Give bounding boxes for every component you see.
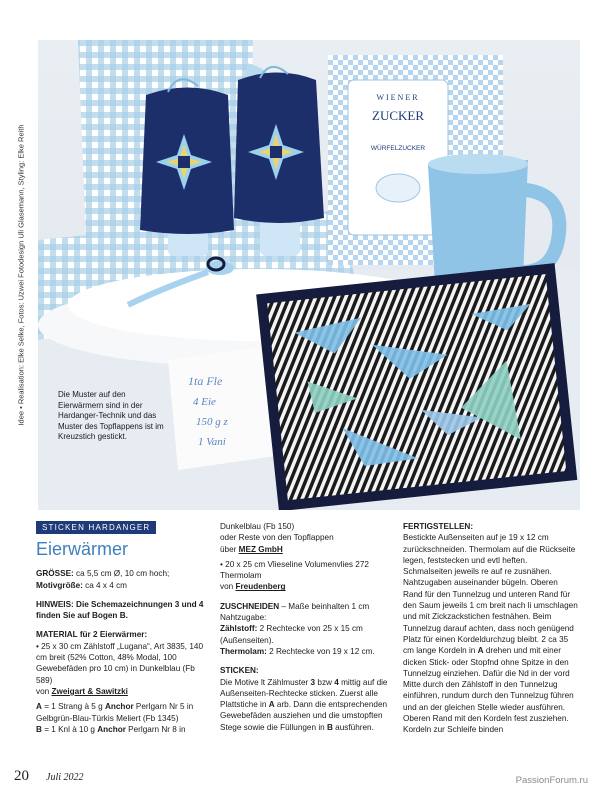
finishing-heading: FERTIGSTELLEN:: [403, 522, 474, 531]
yarn-b-source: über MEZ GmbH: [220, 544, 283, 554]
yarn-b-alternative: oder Reste von den Topflappen: [220, 533, 334, 543]
motif-size-paragraph: Motivgröße: ca 4 x 4 cm: [36, 580, 127, 590]
material-item-1: • 25 x 30 cm Zählstoff „Lugana“, Art 3835, 140 cm breit (52% Cotton, 48% Modal, 100 Gewebefäden pro 10 cm) in Dunkelblau (Fb 589): [36, 641, 204, 685]
material-item-1-brand: von Zweigart & Sawitzki: [36, 686, 128, 696]
note-line-4: 1 Vani: [198, 436, 226, 448]
package-line-1: WIENER: [376, 93, 420, 102]
embroider-heading: STICKEN:: [220, 666, 259, 676]
note-line-3: 150 g z: [196, 416, 228, 428]
yarn-b-continued: Dunkelblau (Fb 150): [220, 522, 295, 531]
note-line-2: 4 Eie: [193, 396, 216, 408]
hint-paragraph: HINWEIS: Die Schemazeichnungen 3 und 4 finden Sie auf Bogen B.: [36, 599, 204, 621]
material-heading: MATERIAL für 2 Eierwärmer:: [36, 630, 148, 640]
size-paragraph: GRÖSSE: ca 5,5 cm Ø, 10 cm hoch;: [36, 569, 170, 579]
photo-caption: Die Muster auf den Eierwärmern sind in der Hardanger-Technik und das Muster des Topflappens ist im Kreuzstich gestickt.: [58, 390, 164, 441]
material-item-2: • 20 x 25 cm Vlieseline Volumenvlies 272 Thermolam: [220, 559, 369, 581]
cutting-heading: ZUSCHNEIDEN – Maße beinhalten 1 cm Nahtzugabe:: [220, 601, 370, 623]
column-3: [403, 521, 578, 736]
article-title: Eierwärmer: [36, 539, 129, 560]
photo-credit: Idee • Realisation: Elke Selke, Fotos: Uzwei Fotodesign Uli Glasemann, Styling: Elke Reith: [16, 124, 26, 426]
material-yarn-a: A = 1 Strang à 5 g Anchor Perlgarn Nr 5 in Gelbgrün-Blau-Türkis Meliert (Fb 1345): [36, 702, 194, 723]
section-kicker: STICKEN HARDANGER: [36, 521, 156, 534]
embroider-text: Die Motive lt Zählmuster 3 bzw 4 mittig auf die Außenseiten-Rechtecke sticken. Zuerst alle Plattstiche in A arb. Dann die entsprechenden Gewebefäden ausziehen und die umstopften Stege sowie die Füllungen in B ausführen.: [220, 677, 388, 732]
column-2: [220, 521, 392, 733]
issue-label: Juli 2022: [46, 772, 84, 783]
material-yarn-b: B = 1 Knl à 10 g Anchor Perlgarn Nr 8 in: [36, 724, 186, 734]
column-1: [36, 521, 208, 735]
finishing-text: Bestickte Außenseiten auf je 19 x 12 cm zurückschneiden. Thermolam auf die Rückseite legen, feststecken und evtl heften. Schmalseiten jeweils re auf re zusnähen. Nahtzugaben auseinander bügeln. Oberen Rand für den Tunnelzug und unteren Rand für den Saum jeweils 1 cm breit nach li umschlagen und mit Zickzackstichen festnähen. Beim Tunnelzug darauf achten, dass noch genügend Platz für einen Kordeldurchzug bleibt. 2 ca 35 cm lange Kordeln in A drehen und mit einer dicken Stick- oder Stopfnd ohne Spitze in den Tunnelzug einziehen. Dafür die Nd in der vord Mitte durch den Zählstoff in den Tunnelzug einführen, rundum durch den Tunnelzug führen und an der gleichen Stelle wieder ausführen. Oberen Rand mit den Kordeln fest zusziehen. Kordeln zur Schleife binden: [403, 533, 578, 735]
cutting-fabric: Zählstoff: 2 Rechtecke von 25 x 15 cm (Außenseiten).: [220, 624, 363, 645]
note-line-1: 1ta Fle: [188, 374, 223, 388]
page-number: 20: [14, 768, 29, 784]
package-line-2: ZUCKER: [372, 108, 424, 123]
material-item-2-brand: von Freudenberg: [220, 582, 286, 592]
package-line-3: WÜRFELZUCKER: [370, 145, 426, 152]
cutting-thermolam: Thermolam: 2 Rechtecke von 19 x 12 cm.: [220, 646, 375, 656]
watermark: PassionForum.ru: [515, 775, 588, 786]
